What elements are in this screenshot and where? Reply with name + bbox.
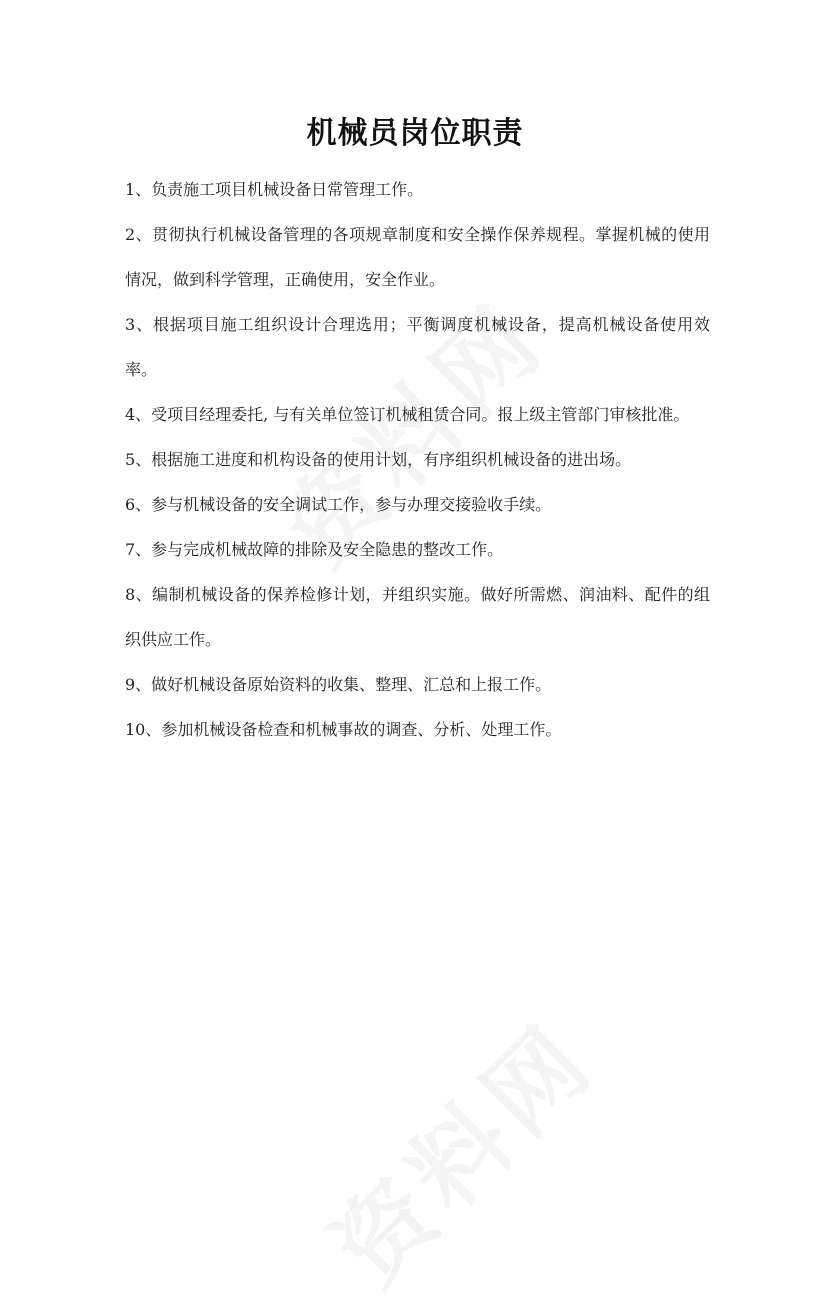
watermark xyxy=(298,988,620,1309)
list-item: 2、贯彻执行机械设备管理的各项规章制度和安全操作保养规程。掌握机械的使用情况，做到科学管理，正确使用，安全作业。 xyxy=(125,225,710,289)
list-item: 1、负责施工项目机械设备日常管理工作。 xyxy=(125,180,424,199)
list-item: 3、根据项目施工组织设计合理选用；平衡调度机械设备，提高机械设备使用效率。 xyxy=(125,315,710,379)
list-item: 4、受项目经理委托, 与有关单位签订机械租赁合同。报上级主管部门审核批准。 xyxy=(125,405,690,424)
list-item: 8、编制机械设备的保养检修计划，并组织实施。做好所需燃、润油料、配件的组织供应工作。 xyxy=(125,585,710,649)
page-title: 机械员岗位职责 xyxy=(306,116,524,151)
list-item: 6、参与机械设备的安全调试工作，参与办理交接验收手续。 xyxy=(125,495,552,514)
list-item: 9、做好机械设备原始资料的收集、整理、汇总和上报工作。 xyxy=(125,675,552,694)
list-item: 10、参加机械设备检查和机械事故的调查、分析、处理工作。 xyxy=(125,720,562,739)
list-item: 7、参与完成机械故障的排除及安全隐患的整改工作。 xyxy=(125,540,504,559)
duty-list xyxy=(125,167,710,752)
list-item: 5、根据施工进度和机构设备的使用计划，有序组织机械设备的进出场。 xyxy=(125,450,632,469)
